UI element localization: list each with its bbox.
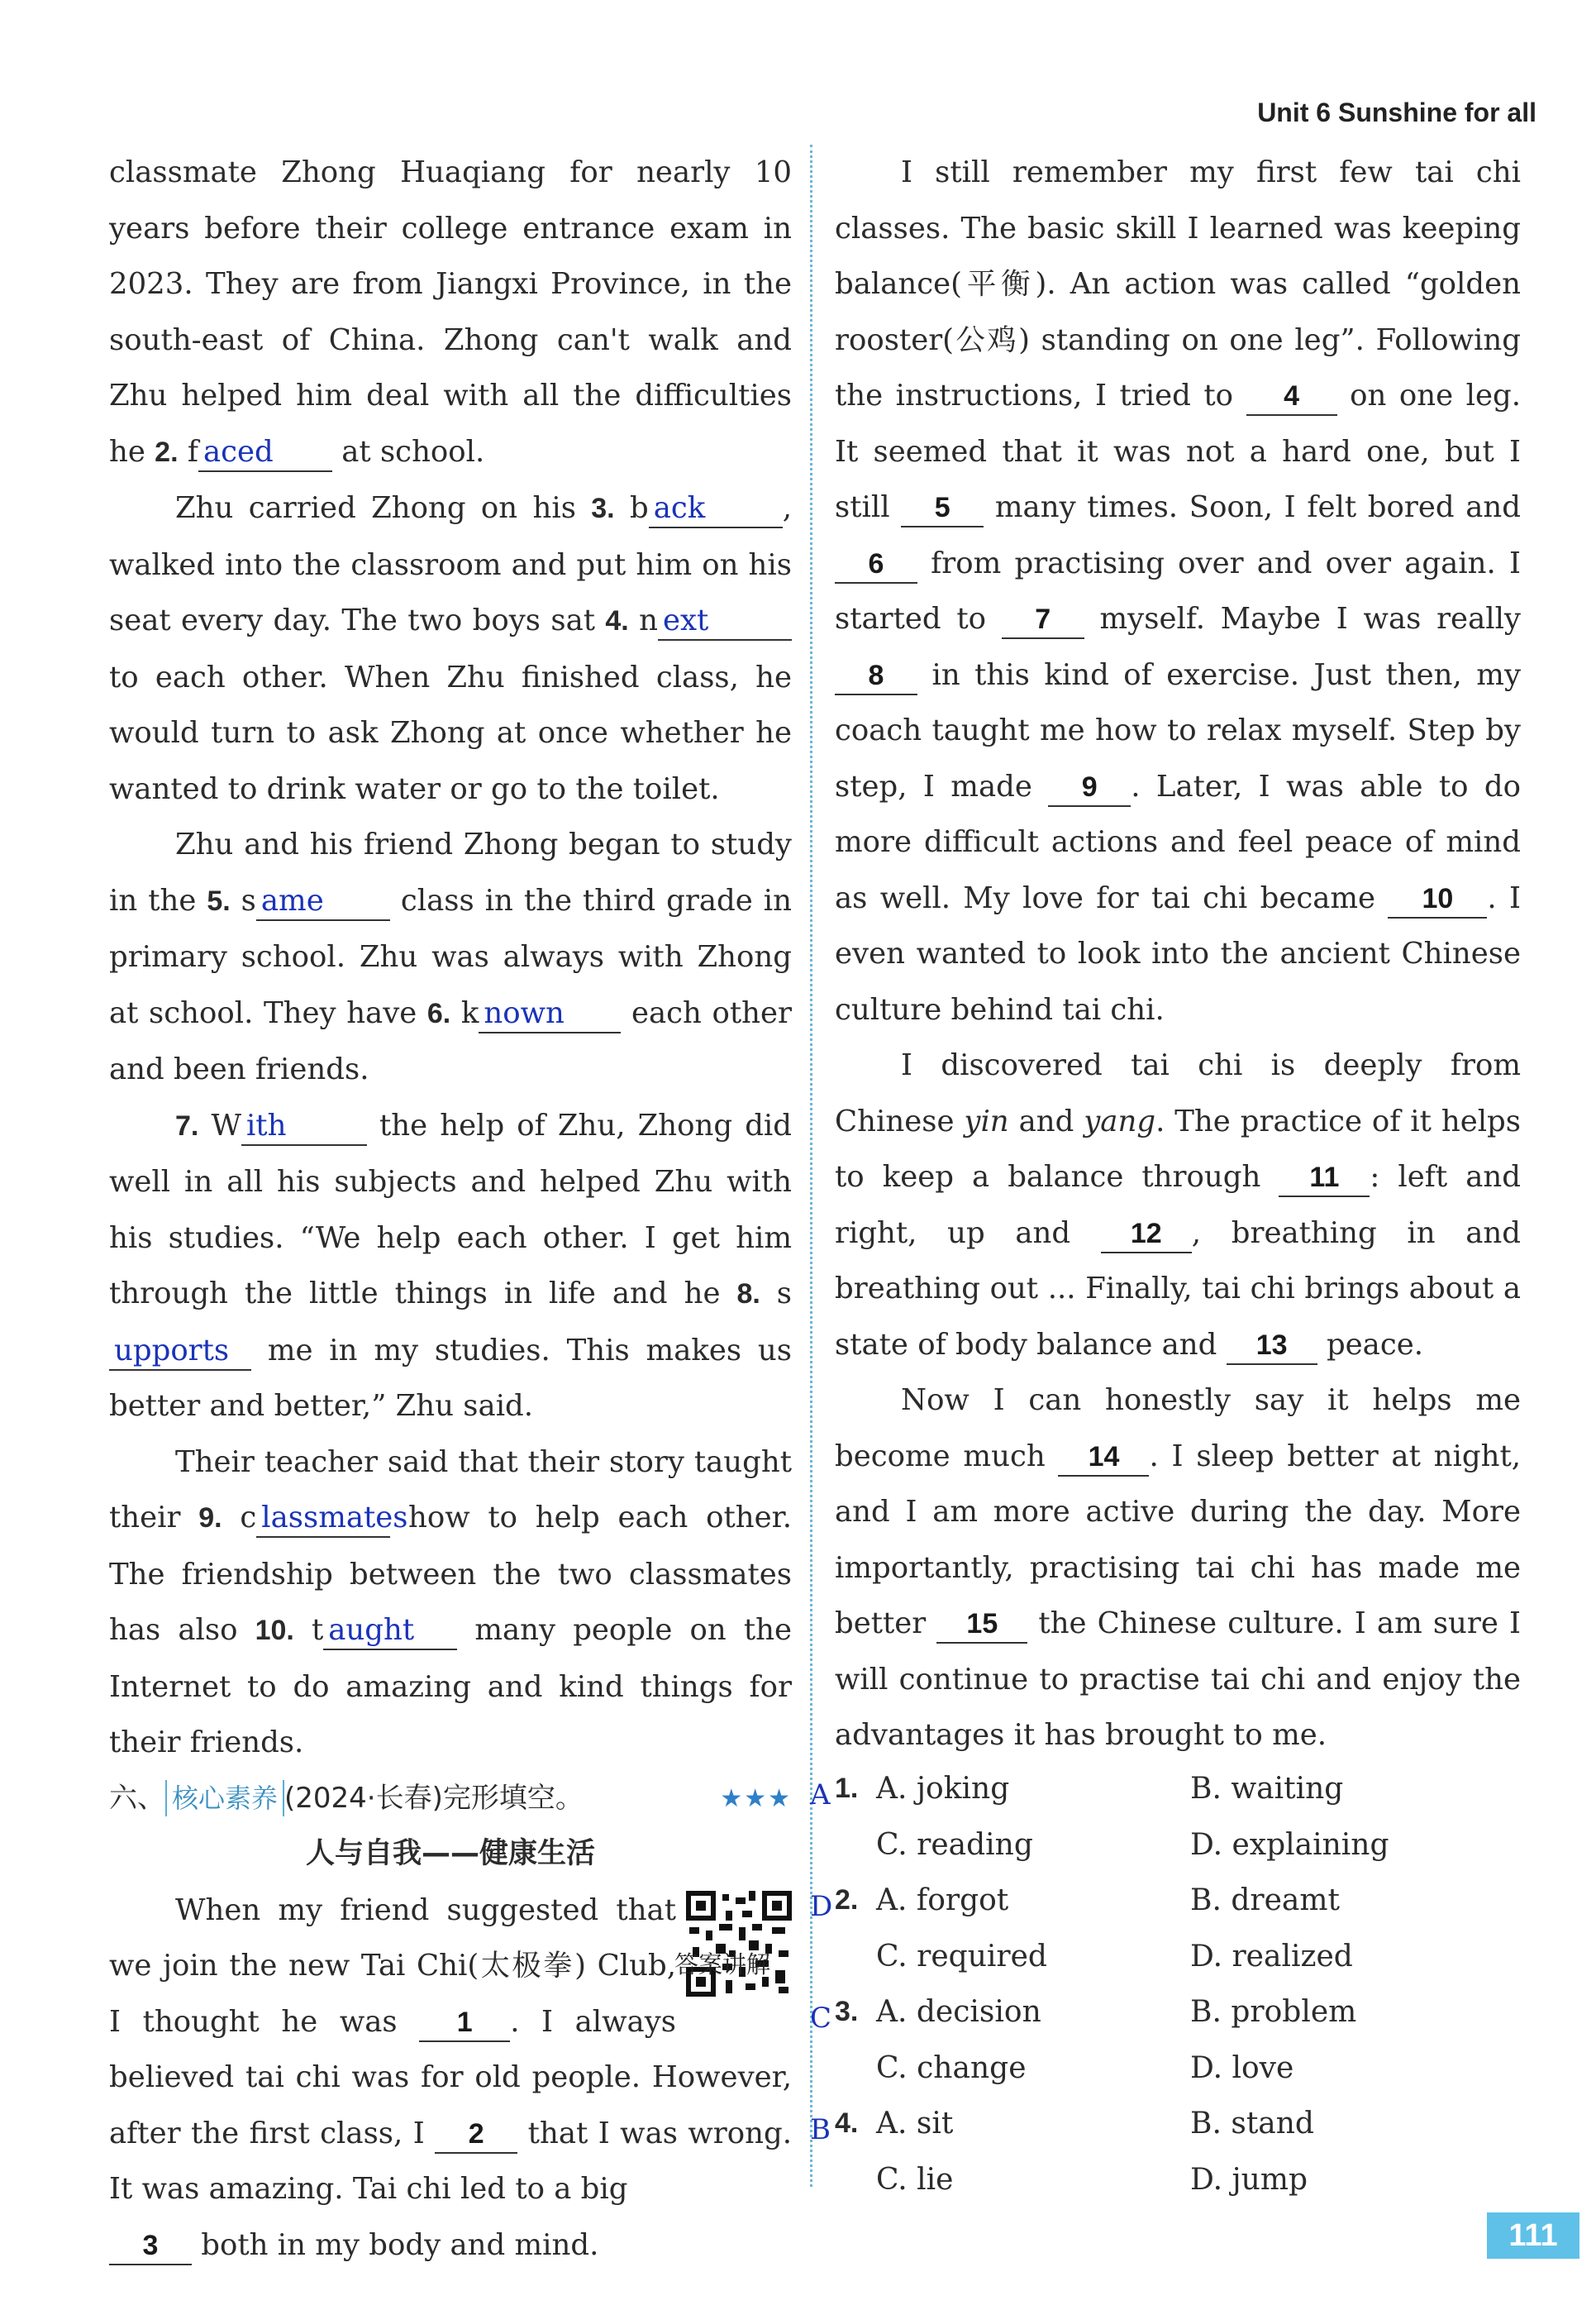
cloze-blank-8[interactable]: 8 xyxy=(835,657,917,695)
difficulty-stars: ★★★ xyxy=(720,1783,792,1813)
question-2-row2 xyxy=(810,1929,1537,1985)
paragraph-2: Zhu carried Zhong on his 3. b ack , walked into the classroom and put him on his seat every day. The two boys sat 4. n ext to each other. When Zhu finished class, he would turn to ask Zhong at once whether he wanted to drink water or go to the toilet. xyxy=(109,491,792,806)
question-3-row2 xyxy=(810,2040,1537,2097)
cloze-blank-1[interactable]: 1 xyxy=(419,2004,510,2042)
qr-code-icon[interactable] xyxy=(686,1891,792,1997)
option-2c[interactable]: C. required xyxy=(876,1939,1047,1974)
cloze-blank-2[interactable]: 2 xyxy=(435,2116,517,2154)
running-header: Unit 6 Sunshine for all xyxy=(1257,98,1536,127)
core-literacy-tag: 核心素养 xyxy=(165,1780,284,1816)
cloze-blank-10[interactable]: 10 xyxy=(1388,881,1487,919)
option-1d[interactable]: D. explaining xyxy=(1190,1827,1389,1862)
cloze-paragraph-2: I still remember my first few tai chi classes. The basic skill I learned was keeping balance(平衡). An action was called “golden rooster(公鸡) standing on one leg”. Following the instructions, I tried to 4 on one leg. It seemed that it was not a hard one, but I still 5 many times. Soon, I felt bored and 6 from practising over and over again. I started to 7 myself. Maybe I was really 8 in this kind of exercise. Just then, my coach taught me how to relax myself. Step by step, I made 9 . Later, I was able to do more difficult actions and feel peace of mind as well. My love for tai chi became 10 . I even wanted to look into the ancient Chinese culture behind tai chi. xyxy=(835,155,1522,1027)
paragraph-3: Zhu and his friend Zhong began to study in the 5. s ame class in the third grade in primary school. Zhu was always with Zhong at school. They have 6. k nown each other and been friends. xyxy=(109,828,792,1086)
option-2b[interactable]: B. dreamt xyxy=(1190,1883,1340,1917)
blank-2[interactable]: aced xyxy=(198,434,332,472)
cloze-blank-11[interactable]: 11 xyxy=(1279,1159,1370,1197)
option-4c[interactable]: C. lie xyxy=(876,2162,954,2197)
answer-key-2: D xyxy=(810,1890,833,1923)
blank-9[interactable]: lassmates xyxy=(256,1500,390,1538)
blank-8[interactable]: upports xyxy=(109,1333,251,1371)
cloze-blank-9[interactable]: 9 xyxy=(1048,769,1131,807)
blank-7[interactable]: ith xyxy=(241,1108,367,1146)
question-4-row2 xyxy=(810,2152,1537,2208)
cloze-blank-4[interactable]: 4 xyxy=(1246,378,1337,416)
option-4a[interactable]: A. sit xyxy=(876,2107,954,2141)
option-1c[interactable]: C. reading xyxy=(876,1827,1033,1862)
passage-subtitle: 人与自我——健康生活 xyxy=(305,1837,595,1870)
blank-6[interactable]: nown xyxy=(479,995,621,1033)
option-3d[interactable]: D. love xyxy=(1190,2050,1294,2085)
cloze-paragraph-1: When my friend suggested that we join the new Tai Chi(太极拳) Club, I thought he was 1 . I always believed tai chi was for old people. However, after the first class, I 2 that I was wrong. It was amazing. Tai chi led to a big 3 both in my body and mind. xyxy=(109,1883,792,2274)
option-4d[interactable]: D. jump xyxy=(1190,2162,1308,2197)
option-3b[interactable]: B. problem xyxy=(1190,1995,1357,2029)
question-2-row1: D 2. A. forgot B. dreamt xyxy=(810,1873,1537,1929)
cloze-blank-12[interactable]: 12 xyxy=(1101,1215,1192,1253)
blank-5[interactable]: ame xyxy=(256,883,390,921)
answer-options xyxy=(810,1761,1537,2207)
option-4b[interactable]: B. stand xyxy=(1190,2107,1314,2141)
cloze-blank-13[interactable]: 13 xyxy=(1227,1327,1317,1365)
cloze-blank-7[interactable]: 7 xyxy=(1002,601,1084,639)
page-number: 111 xyxy=(1487,2212,1579,2259)
blank-3[interactable]: ack xyxy=(649,490,783,528)
option-1a[interactable]: A. joking xyxy=(876,1772,1010,1806)
option-3c[interactable]: C. change xyxy=(876,2050,1027,2085)
paragraph-1: classmate Zhong Huaqiang for nearly 10 years before their college entrance exam in 2023. They are from Jiangxi Province, in the south-east of China. Zhong can't walk and Zhu helped him deal with all the difficulties he 2. f aced at school. xyxy=(109,145,792,480)
question-1-row1: A 1. A. joking B. waiting xyxy=(810,1761,1537,1817)
qr-caption: 答案讲解 xyxy=(674,1950,771,1978)
answer-key-1: A xyxy=(810,1778,831,1811)
blank-10[interactable]: aught xyxy=(323,1612,457,1650)
question-1-row2 xyxy=(810,1817,1537,1873)
option-2d[interactable]: D. realized xyxy=(1190,1939,1353,1974)
cloze-blank-3[interactable]: 3 xyxy=(109,2227,192,2265)
option-2a[interactable]: A. forgot xyxy=(876,1883,1009,1917)
cloze-paragraph-4: Now I can honestly say it helps me become much 14 . I sleep better at night, and I am more active during the day. More importantly, practising tai chi has made me better 15 the Chinese culture. I am sure I will continue to practise tai chi and enjoy the advantages it has brought to me. xyxy=(835,1383,1521,1752)
option-1b[interactable]: B. waiting xyxy=(1190,1772,1344,1806)
answer-key-4: B xyxy=(810,2113,831,2146)
paragraph-5: Their teacher said that their story taught their 9. c lassmates how to help each other. The friendship between the two classmates has also 10. t aught many people on the Internet to do amazing and kind things for their friends. xyxy=(109,1444,792,1759)
question-3-row1: C 3. A. decision B. problem xyxy=(810,1984,1537,2040)
cloze-blank-6[interactable]: 6 xyxy=(835,546,917,584)
option-3a[interactable]: A. decision xyxy=(876,1995,1041,2029)
section-heading: 六、 核心素养 (2024·长春)完形填空。 ★★★ xyxy=(109,1771,792,1827)
right-column xyxy=(835,145,1521,1764)
answer-key-3: C xyxy=(810,2002,832,2035)
paragraph-4: 7. W ith the help of Zhu, Zhong did well in all his subjects and helped Zhu with his studies. “We help each other. I get him through the little things in life and he 8. supports me in my studies. This makes us better and better,” Zhu said. xyxy=(109,1108,793,1423)
blank-4[interactable]: ext xyxy=(658,603,792,641)
cloze-blank-15[interactable]: 15 xyxy=(936,1606,1027,1644)
cloze-paragraph-3: I discovered tai chi is deeply from Chinese yin and yang. The practice of it helps to keep a balance through 11 : left and right, up and 12 , breathing in and breathing out ... Finally, tai chi brings about a state of body balance and 13 peace. xyxy=(835,1038,1521,1372)
question-4-row1: B 4. A. sit B. stand xyxy=(810,2096,1537,2152)
cloze-blank-14[interactable]: 14 xyxy=(1058,1439,1149,1477)
cloze-blank-5[interactable]: 5 xyxy=(901,489,984,527)
